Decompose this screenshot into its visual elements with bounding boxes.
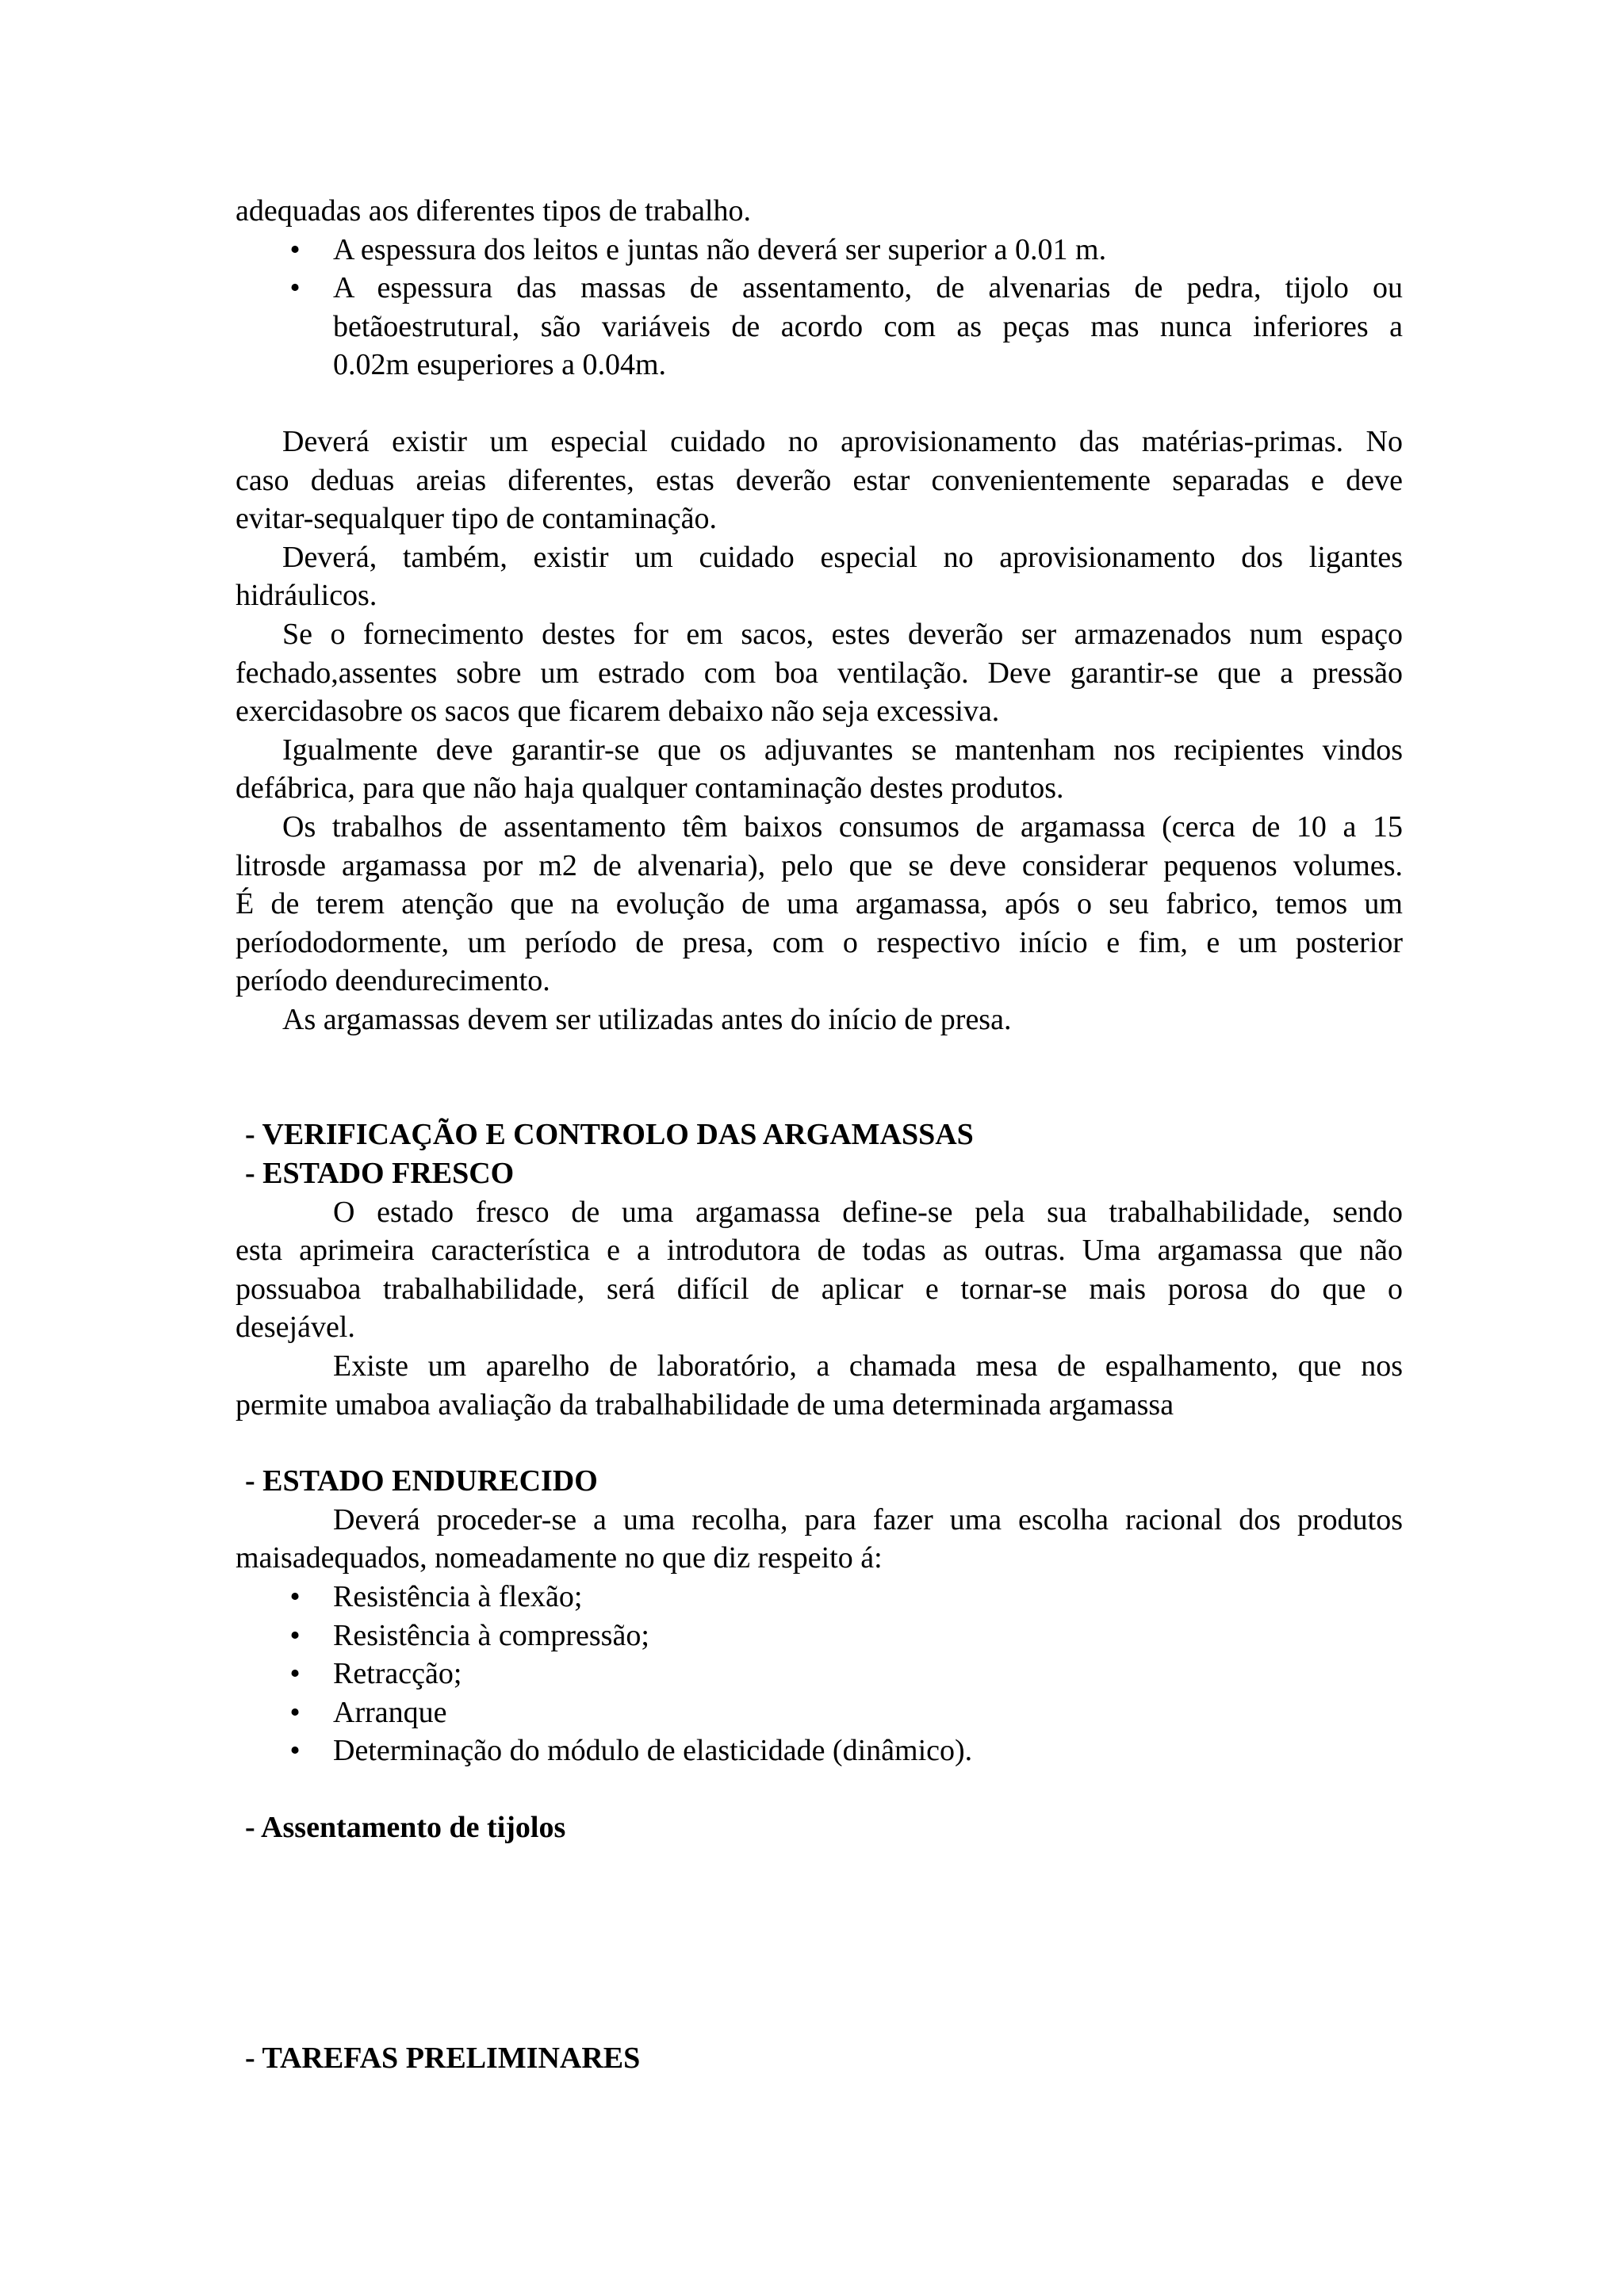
paragraph-line: Igualmente deve garantir-se que os adjuvantes se mantenham nos recipientes vindos xyxy=(282,733,1403,767)
paragraph-line: evitar-sequalquer tipo de contaminação. xyxy=(236,502,717,536)
bullet-text-line: A espessura das massas de assentamento, de alvenarias de pedra, tijolo ou xyxy=(333,271,1403,305)
section-heading-estado-endurecido: - ESTADO ENDURECIDO xyxy=(245,1464,598,1498)
paragraph-line: maisadequados, nomeadamente no que diz respeito á: xyxy=(236,1541,883,1575)
bullet-icon: • xyxy=(289,271,301,305)
paragraph-line: Se o fornecimento destes for em sacos, estes deverão ser armazenados num espaço xyxy=(282,617,1403,651)
paragraph-line: O estado fresco de uma argamassa define-se pela sua trabalhabilidade, sendo xyxy=(333,1195,1403,1229)
paragraph-line: desejável. xyxy=(236,1311,355,1345)
bullet-text: Arranque xyxy=(333,1695,447,1729)
bullet-item xyxy=(236,231,1403,270)
bullet-text: Resistência à compressão; xyxy=(333,1618,649,1652)
paragraph-line: períododormente, um período de presa, com o respectivo início e fim, e um posterior xyxy=(236,925,1403,959)
paragraph-line: litrosde argamassa por m2 de alvenaria), pelo que se deve considerar pequenos volumes. xyxy=(236,848,1403,882)
bullet-list-top xyxy=(236,231,1403,385)
bullet-text: Retracção; xyxy=(333,1657,462,1691)
paragraph-line: possuaboa trabalhabilidade, será difícil de aplicar e tornar-se mais porosa do que o xyxy=(236,1272,1403,1306)
section-heading-assentamento: - Assentamento de tijolos xyxy=(245,1810,566,1844)
paragraph-line: esta aprimeira característica e a introdutora de todas as outras. Uma argamassa que não xyxy=(236,1234,1403,1268)
paragraph-line: Deverá existir um especial cuidado no aprovisionamento das matérias-primas. No xyxy=(282,424,1403,458)
paragraph-line: caso deduas areias diferentes, estas deverão estar convenientemente separadas e deve xyxy=(236,463,1403,497)
paragraph-line: período deendurecimento. xyxy=(236,964,550,998)
bullet-item xyxy=(236,269,1403,385)
bullet-icon: • xyxy=(289,1734,301,1768)
paragraph xyxy=(236,731,1403,808)
paragraph xyxy=(236,1347,1403,1424)
bullet-item xyxy=(236,1732,1403,1770)
paragraph-line: Deverá, também, existir um cuidado especial no aprovisionamento dos ligantes xyxy=(282,540,1403,574)
paragraph xyxy=(236,615,1403,731)
section-heading-tarefas: - TAREFAS PRELIMINARES xyxy=(245,2041,641,2075)
bullet-text-line: 0.02m esuperiores a 0.04m. xyxy=(333,348,667,382)
paragraph-line: Deverá proceder-se a uma recolha, para fazer uma escolha racional dos produtos xyxy=(333,1502,1403,1536)
paragraph xyxy=(236,1193,1403,1347)
bullet-list-bottom xyxy=(236,1578,1403,1770)
paragraph xyxy=(236,423,1403,538)
paragraph-line: permite umaboa avaliação da trabalhabilidade de uma determinada argamassa xyxy=(236,1387,1174,1422)
bullet-icon: • xyxy=(289,1657,301,1691)
paragraph xyxy=(236,538,1403,615)
bullet-icon: • xyxy=(289,232,301,266)
paragraph xyxy=(236,1001,1403,1039)
paragraph xyxy=(236,1501,1403,1578)
section-heading-estado-fresco: - ESTADO FRESCO xyxy=(245,1157,515,1191)
bullet-icon: • xyxy=(289,1618,301,1652)
bullet-text: Resistência à flexão; xyxy=(333,1580,583,1613)
bullet-item xyxy=(236,1578,1403,1617)
paragraph-line: É de terem atenção que na evolução de uma argamassa, após o seu fabrico, temos um xyxy=(236,887,1403,921)
paragraph-line: fechado,assentes sobre um estrado com boa ventilação. Deve garantir-se que a pressão xyxy=(236,656,1403,690)
bullet-icon: • xyxy=(289,1695,301,1729)
paragraph-line: hidráulicos. xyxy=(236,579,377,613)
bullet-item xyxy=(236,1617,1403,1655)
bullet-icon: • xyxy=(289,1580,301,1613)
paragraph-line: exercidasobre os sacos que ficarem debaixo não seja excessiva. xyxy=(236,695,1000,729)
intro-fragment: adequadas aos diferentes tipos de trabalho. xyxy=(236,194,751,228)
bullet-item xyxy=(236,1655,1403,1693)
paragraph-line: Os trabalhos de assentamento têm baixos consumos de argamassa (cerca de 10 a 15 xyxy=(282,809,1403,844)
bullet-text: A espessura dos leitos e juntas não deverá ser superior a 0.01 m. xyxy=(333,232,1107,266)
paragraph xyxy=(236,808,1403,1001)
section-heading-verificacao: - VERIFICAÇÃO E CONTROLO DAS ARGAMASSAS xyxy=(245,1118,974,1152)
page-body xyxy=(236,192,1403,2077)
bullet-text-line: betãoestrutural, são variáveis de acordo com as peças mas nunca inferiores a xyxy=(333,309,1403,343)
bullet-text: Determinação do módulo de elasticidade (dinâmico). xyxy=(333,1734,973,1768)
paragraph-line: Existe um aparelho de laboratório, a chamada mesa de espalhamento, que nos xyxy=(333,1349,1403,1383)
bullet-item xyxy=(236,1693,1403,1732)
paragraph-line: defábrica, para que não haja qualquer contaminação destes produtos. xyxy=(236,771,1064,806)
paragraph-line: As argamassas devem ser utilizadas antes do início de presa. xyxy=(282,1002,1012,1036)
